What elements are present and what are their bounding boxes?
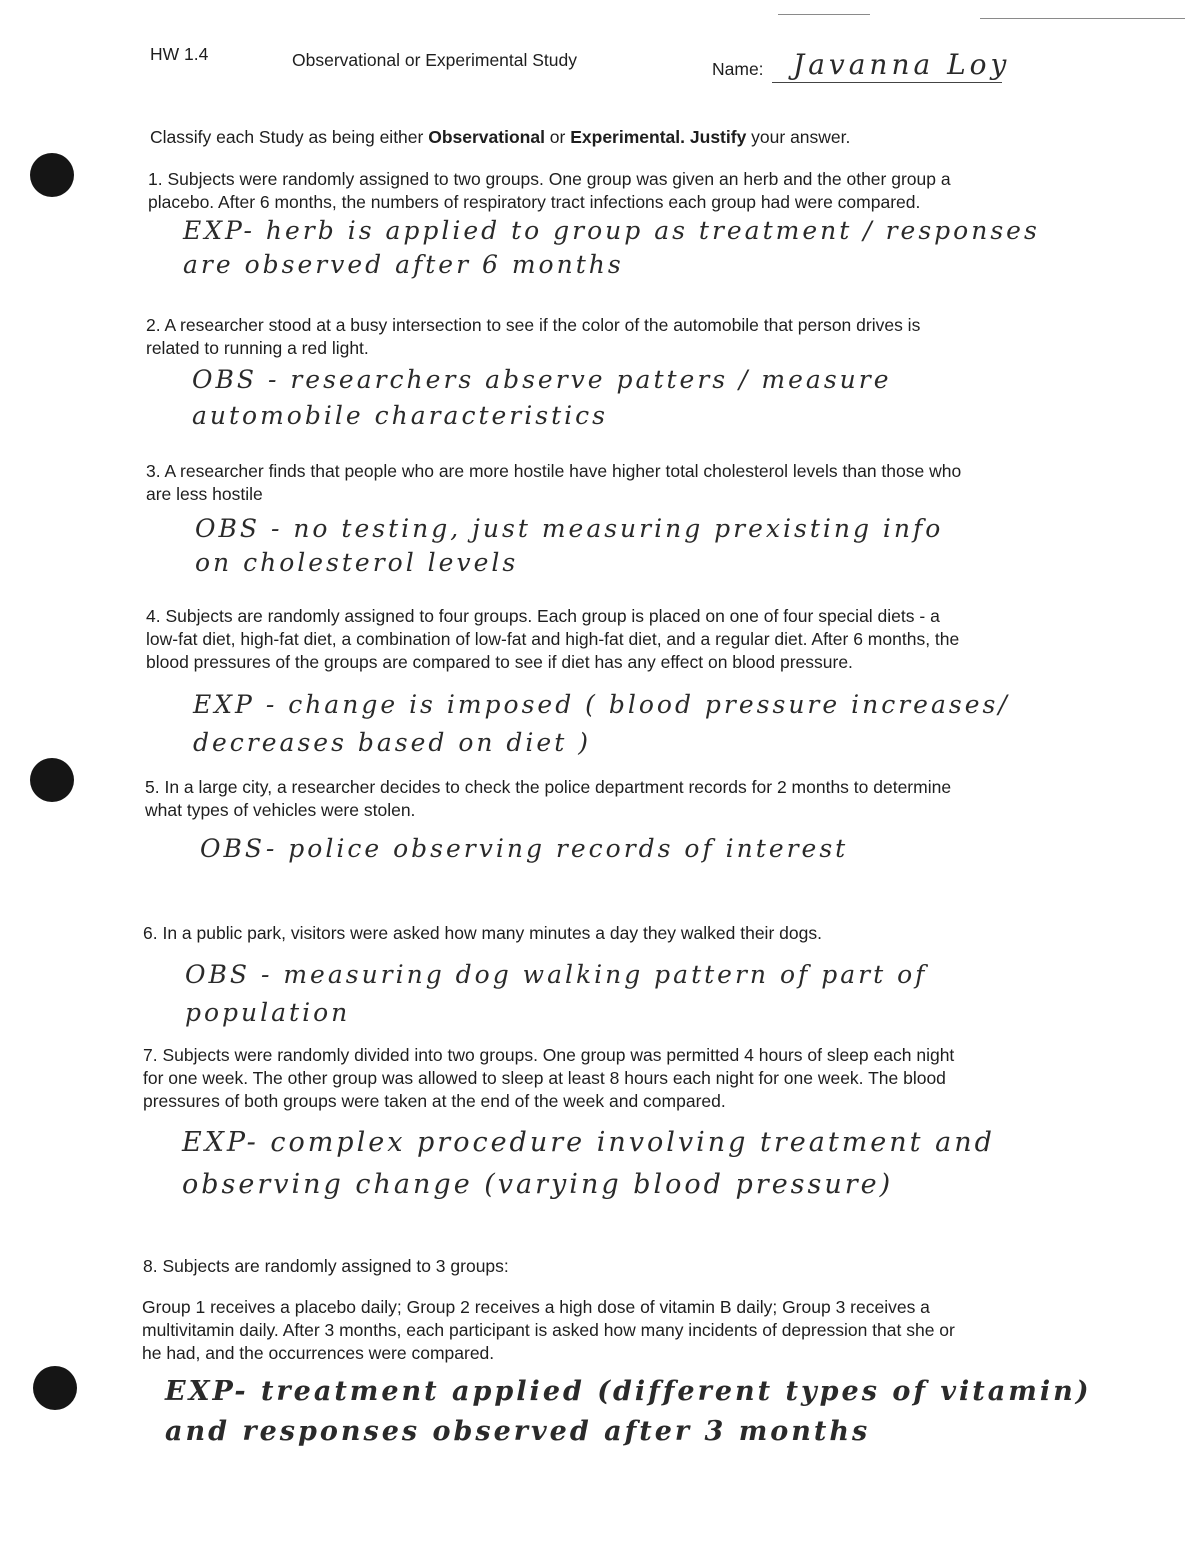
answer-text: population	[185, 998, 351, 1027]
question-text: he had, and the occurrences were compared.	[142, 1343, 495, 1363]
instructions-or: or	[544, 127, 571, 147]
question-3	[146, 460, 1086, 506]
student-name: Javanna Loy	[793, 48, 1011, 81]
question-1	[148, 168, 1088, 214]
instructions-end: your answer.	[746, 127, 851, 147]
answer-text: OBS - no testing, just measuring prexisting info	[195, 514, 944, 543]
answer-3	[195, 512, 943, 580]
answer-text: are observed after 6 months	[183, 250, 624, 279]
answer-text: EXP- treatment applied (different types of vitamin)	[165, 1376, 1092, 1407]
answer-7	[182, 1122, 995, 1206]
question-2	[146, 314, 1086, 360]
answer-5	[200, 832, 848, 866]
answer-text: EXP - change is imposed ( blood pressure increases/	[193, 690, 1010, 719]
answer-2	[192, 362, 892, 434]
answer-text: OBS - measuring dog walking pattern of part of	[185, 960, 928, 989]
question-text: blood pressures of the groups are compared to see if diet has any effect on blood pressure.	[146, 652, 853, 672]
binder-hole	[30, 758, 74, 802]
question-text: 5. In a large city, a researcher decides to check the police department records for 2 months to determine	[145, 777, 952, 797]
worksheet-title: Observational or Experimental Study	[292, 50, 577, 70]
scan-line	[980, 18, 1185, 19]
answer-text: EXP- complex procedure involving treatment and	[182, 1127, 995, 1158]
question-5	[145, 776, 1085, 822]
answer-text: observing change (varying blood pressure)	[182, 1169, 894, 1200]
answer-6	[185, 956, 927, 1032]
answer-text: automobile characteristics	[192, 401, 608, 430]
question-text: for one week. The other group was allowed to sleep at least 8 hours each night for one week. The blood	[143, 1068, 946, 1088]
question-4	[146, 605, 1106, 674]
scan-line	[778, 14, 870, 15]
question-text: 2. A researcher stood at a busy intersection to see if the color of the automobile that person drives is	[146, 315, 921, 335]
question-text: what types of vehicles were stolen.	[145, 800, 416, 820]
binder-hole	[33, 1366, 77, 1410]
name-underline	[772, 82, 1002, 83]
question-text: low-fat diet, high-fat diet, a combination of low-fat and high-fat diet, and a regular diet. After 6 months, the	[146, 629, 960, 649]
question-text: placebo. After 6 months, the numbers of respiratory tract infections each group had were compared.	[148, 192, 921, 212]
answer-text: OBS- police observing records of interest	[200, 834, 849, 863]
question-6	[143, 922, 1083, 945]
answer-text: OBS - researchers abserve patters / measure	[192, 365, 892, 394]
question-8	[143, 1255, 1083, 1278]
answer-8	[165, 1372, 1091, 1452]
name-label: Name:	[712, 59, 764, 79]
answer-text: decreases based on diet )	[193, 728, 591, 757]
question-text: related to running a red light.	[146, 338, 369, 358]
question-text: pressures of both groups were taken at the end of the week and compared.	[143, 1091, 726, 1111]
question-text: Group 1 receives a placebo daily; Group 2 receives a high dose of vitamin B daily; Group 3 receives a	[142, 1297, 930, 1317]
justify-term: Justify	[689, 127, 747, 147]
question-text: 4. Subjects are randomly assigned to four groups. Each group is placed on one of four special diets - a	[146, 606, 940, 626]
question-text: are less hostile	[146, 484, 263, 504]
answer-4	[193, 686, 1010, 762]
instructions	[150, 126, 850, 149]
question-text: 1. Subjects were randomly assigned to two groups. One group was given an herb and the other group a	[148, 169, 951, 189]
question-text: 3. A researcher finds that people who are more hostile have higher total cholesterol levels than those who	[146, 461, 962, 481]
question-text: multivitamin daily. After 3 months, each participant is asked how many incidents of depression that she or	[142, 1320, 955, 1340]
experimental-term: Experimental.	[570, 127, 686, 147]
answer-1	[183, 214, 1040, 282]
answer-text: EXP- herb is applied to group as treatment / responses	[183, 216, 1040, 245]
question-text: 8. Subjects are randomly assigned to 3 groups:	[143, 1256, 509, 1276]
question-text: 7. Subjects were randomly divided into two groups. One group was permitted 4 hours of sleep each night	[143, 1045, 955, 1065]
answer-text: on cholesterol levels	[195, 548, 519, 577]
instructions-text: Classify each Study as being either	[150, 127, 429, 147]
question-text: 6. In a public park, visitors were asked how many minutes a day they walked their dogs.	[143, 923, 822, 943]
question-7	[143, 1044, 1083, 1113]
observational-term: Observational	[428, 127, 545, 147]
binder-hole	[30, 153, 74, 197]
question-8-details	[142, 1296, 1102, 1365]
hw-number: HW 1.4	[150, 44, 209, 64]
answer-text: and responses observed after 3 months	[165, 1416, 871, 1447]
